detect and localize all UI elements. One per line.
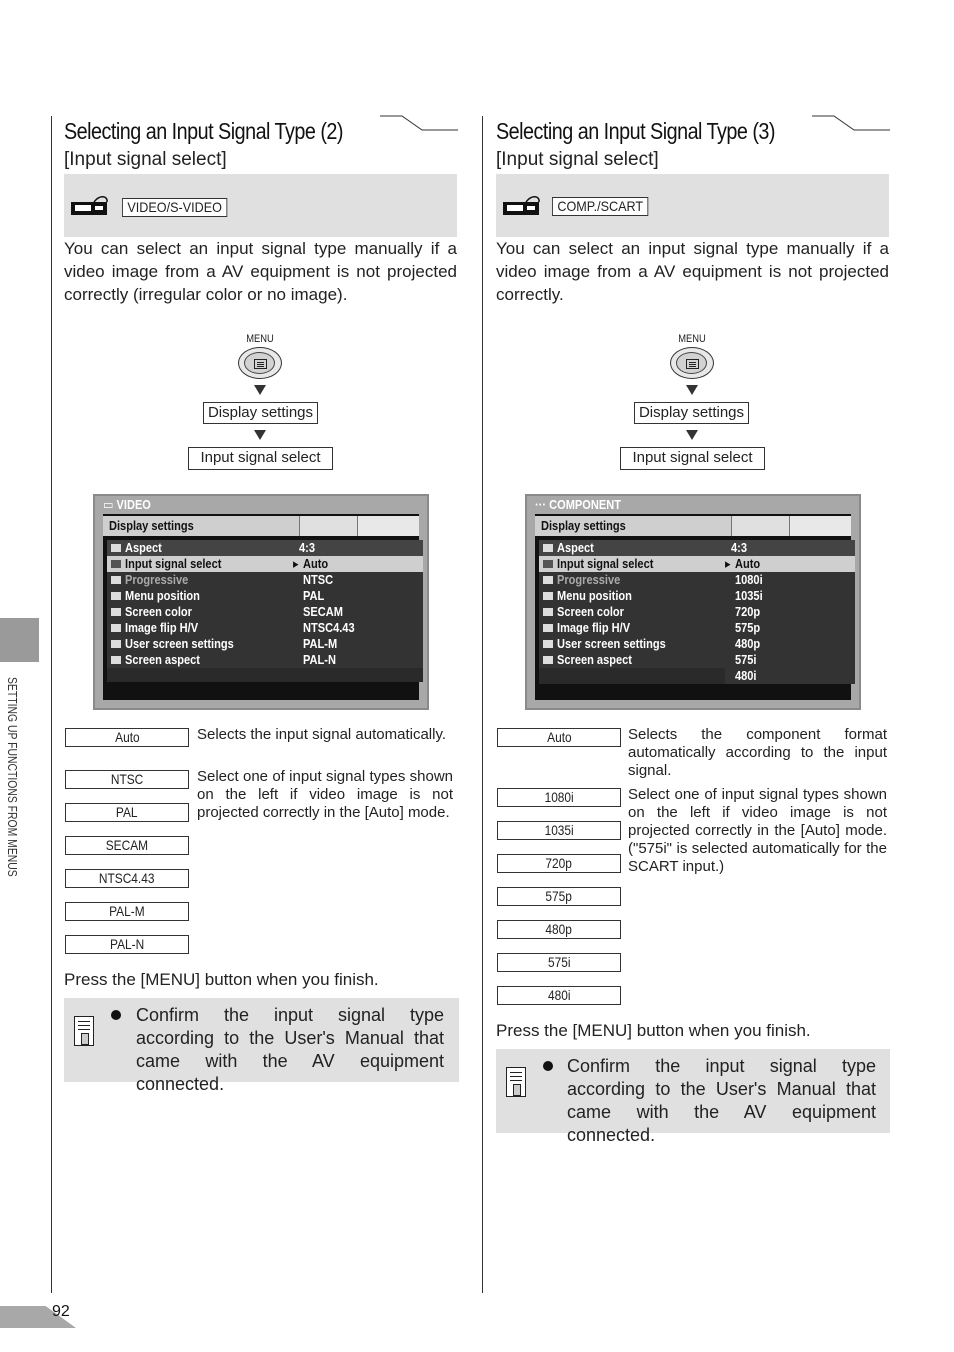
osd-option: 480p [735, 636, 761, 651]
note-icon [506, 1067, 526, 1097]
left-osd-bar: Display settings [109, 518, 194, 533]
left-flow-arrow-2 [254, 430, 266, 440]
left-option-ntsc: NTSC [65, 770, 189, 789]
left-subtitle: [Input signal select] [64, 149, 227, 170]
osd-aspect-value: 4:3 [731, 540, 747, 555]
right-flow-display-settings: Display settings [634, 402, 749, 424]
osd-tab-icon-2 [789, 516, 851, 536]
osd-tab-icon [731, 516, 793, 536]
left-option-secam: SECAM [65, 836, 189, 855]
left-option-pal-m: PAL-M [65, 902, 189, 921]
left-option-pal-n: PAL-N [65, 935, 189, 954]
osd-option: PAL-N [303, 652, 336, 667]
osd-header-icon: ▭ [103, 497, 117, 512]
right-subtitle: [Input signal select] [496, 149, 659, 170]
left-menu-button-icon [238, 347, 282, 379]
left-flow-display-settings: Display settings [203, 402, 318, 424]
right-note-text: Confirm the input signal type according to the User's Manual that came with the AV equipment connected. [567, 1056, 876, 1145]
osd-header-icon: ··· [535, 497, 550, 512]
left-osd-screenshot [93, 494, 429, 710]
osd-tab-icon [299, 516, 361, 536]
osd-row: Image flip H/V [539, 620, 725, 636]
osd-option: 1080i [735, 572, 763, 587]
left-intro-text: You can select an input signal type manually if a video image from a AV equipment is not projected correctly (irregular color or no image). [64, 239, 457, 304]
right-note-box [496, 1049, 890, 1145]
left-note-box [64, 998, 459, 1094]
osd-row: Progressive [107, 572, 293, 588]
osd-option: NTSC [303, 572, 334, 587]
right-column-rule [482, 116, 483, 1293]
left-column-rule [51, 116, 52, 1293]
right-option-575p: 575p [497, 887, 621, 906]
osd-row: Progressive [539, 572, 725, 588]
osd-option: 575p [735, 620, 761, 635]
right-source-tag: COMP./SCART [552, 197, 648, 216]
osd-option-selected: ▸ [293, 556, 299, 571]
right-source-box [496, 174, 889, 237]
osd-option: Auto [735, 556, 761, 571]
side-section-label: SETTING UP FUNCTIONS FROM MENUS [5, 677, 20, 877]
left-flow-input-signal-select: Input signal select [188, 447, 333, 470]
osd-option: PAL-M [303, 636, 338, 651]
osd-row: Screen aspect [539, 652, 725, 668]
right-desc-manual: Select one of input signal types shown on the left if video image is not projected correctly in the [Auto] mode. ("575i" is selected automatically for the SCART input.) [628, 786, 887, 875]
projector-input-icon [70, 194, 110, 218]
osd-row: Aspect [539, 540, 725, 556]
note-bullet [543, 1061, 553, 1071]
left-flow-arrow-1 [254, 385, 266, 395]
right-osd-bar: Display settings [541, 518, 626, 533]
right-title-rule [812, 114, 892, 134]
osd-row: Screen color [107, 604, 293, 620]
right-menu-label: MENU [678, 333, 706, 345]
osd-row: User screen settings [107, 636, 293, 652]
right-osd-screenshot [525, 494, 861, 710]
osd-option: 1035i [735, 588, 763, 603]
left-source-tag: VIDEO/S-VIDEO [122, 198, 227, 217]
right-osd-header: COMPONENT [549, 497, 621, 512]
left-title-rule [380, 114, 460, 134]
right-option-480p: 480p [497, 920, 621, 939]
left-menu-label: MENU [246, 333, 274, 345]
left-option-auto: Auto [65, 728, 189, 747]
osd-option: 480i [735, 668, 757, 683]
right-option-575i: 575i [497, 953, 621, 972]
osd-row: User screen settings [539, 636, 725, 652]
left-note-text: Confirm the input signal type according to the User's Manual that came with the AV equipment connected. [136, 1005, 444, 1094]
osd-option: NTSC4.43 [303, 620, 355, 635]
left-osd-header: VIDEO [116, 497, 151, 512]
right-finish-text: Press the [MENU] button when you finish. [496, 1021, 811, 1040]
right-menu-button-icon [670, 347, 714, 379]
right-option-480i: 480i [497, 986, 621, 1005]
left-page-title: Selecting an Input Signal Type (2) [64, 118, 343, 144]
right-page-title: Selecting an Input Signal Type (3) [496, 118, 775, 144]
osd-option: 575i [735, 652, 757, 667]
right-option-720p: 720p [497, 854, 621, 873]
osd-row: Screen color [539, 604, 725, 620]
osd-row: Screen aspect [107, 652, 293, 668]
left-source-box [64, 174, 457, 237]
right-option-1080i: 1080i [497, 788, 621, 807]
osd-row: Menu position [539, 588, 725, 604]
left-desc-auto: Selects the input signal automatically. [197, 726, 447, 743]
side-tab [0, 618, 39, 662]
right-desc-auto: Selects the component format automatically according to the input signal. [628, 726, 887, 779]
left-option-ntsc443: NTSC4.43 [65, 869, 189, 888]
projector-input-icon [502, 194, 542, 218]
osd-row: Image flip H/V [107, 620, 293, 636]
right-flow-input-signal-select: Input signal select [620, 447, 765, 470]
note-bullet [111, 1010, 121, 1020]
osd-option-selected: ▸ [725, 556, 731, 571]
right-option-1035i: 1035i [497, 821, 621, 840]
osd-option: 720p [735, 604, 761, 619]
left-option-pal: PAL [65, 803, 189, 822]
right-option-auto: Auto [497, 728, 621, 747]
osd-row-selected: Input signal select [539, 556, 725, 572]
right-flow-arrow-2 [686, 430, 698, 440]
osd-option: SECAM [303, 604, 343, 619]
left-finish-text: Press the [MENU] button when you finish. [64, 970, 379, 989]
right-flow-arrow-1 [686, 385, 698, 395]
right-intro-text: You can select an input signal type manually if a video image from a AV equipment is not projected correctly. [496, 239, 889, 304]
osd-option: PAL [303, 588, 325, 603]
note-icon [74, 1016, 94, 1046]
page-number: 92 [52, 1303, 70, 1320]
osd-option: Auto [303, 556, 329, 571]
osd-row: Menu position [107, 588, 293, 604]
osd-row: Aspect [107, 540, 293, 556]
osd-aspect-value: 4:3 [299, 540, 315, 555]
left-desc-manual: Select one of input signal types shown on the left if video image is not projected correctly in the [Auto] mode. [197, 768, 453, 821]
osd-row-selected: Input signal select [107, 556, 293, 572]
osd-tab-icon-2 [357, 516, 419, 536]
